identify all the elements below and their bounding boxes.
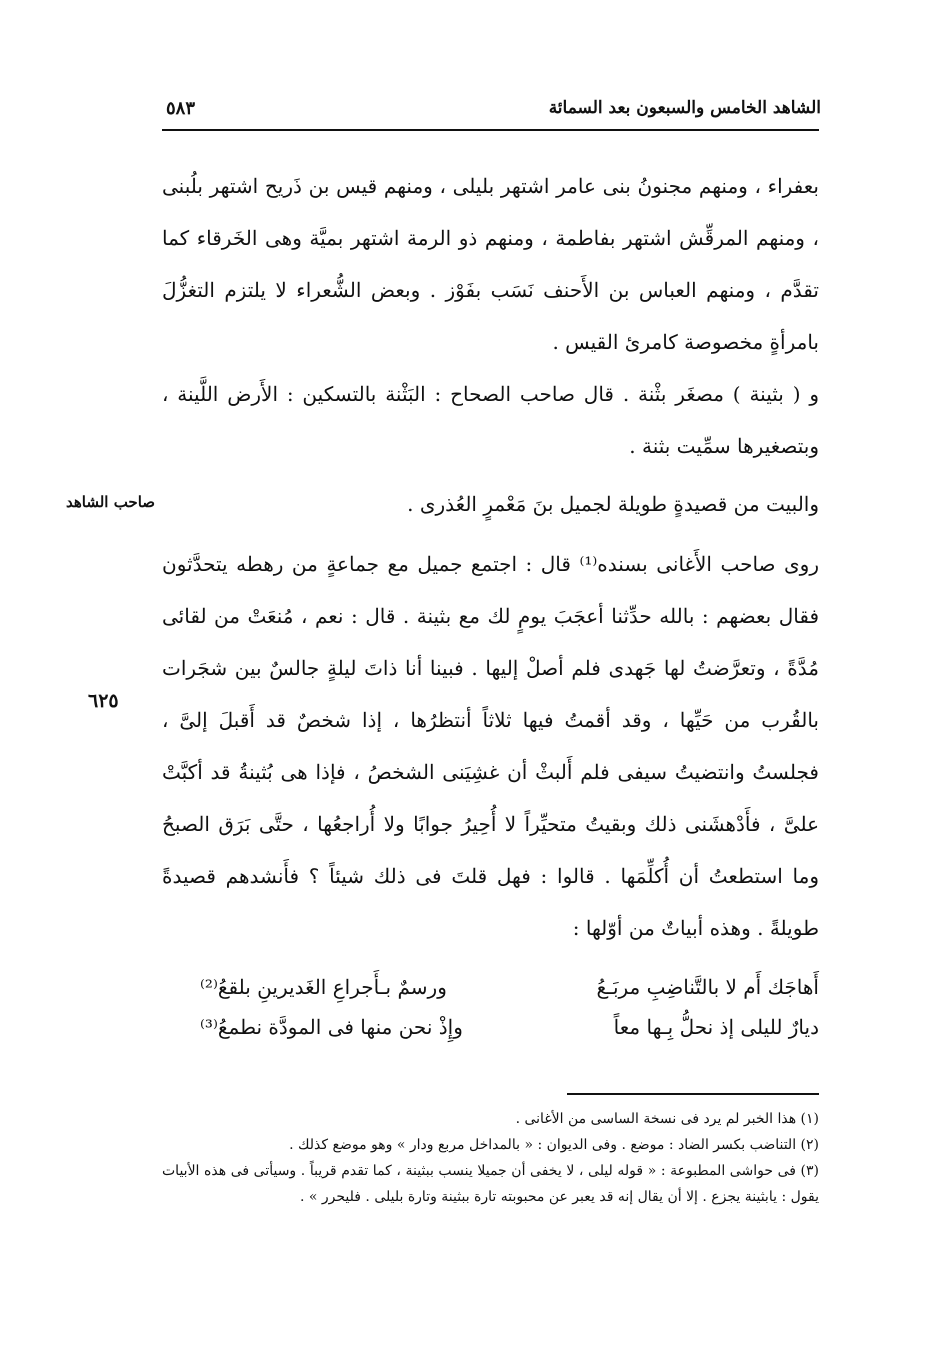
verse-line <box>162 1015 819 1055</box>
margin-note-page-reference: ٦٢٥ <box>88 690 119 712</box>
body-paragraph-poets <box>162 160 819 368</box>
verse-second-hemistich: ورسمٌ بـأَجراعِ الغَديرينِ بلقعُ⁽²⁾ <box>200 975 447 999</box>
body-paragraph-buthayna <box>162 368 819 472</box>
body-paragraph-source <box>162 478 819 530</box>
running-header-title: الشاهد الخامس والسبعون بعد السمائة <box>548 98 821 118</box>
verse-first-hemistich: ديارٌ لليلى إذ نحلُّ بِـها معاً <box>613 1015 819 1039</box>
footnote: (٣) فى حواشى المطبوعة : « قوله ليلى ، لا يخفى أن جميلا ينسب ببثينة ، كما تقدم قريباً . وسيأتى فى هذه الأبيات يقول : يابثينة يجزع . إلا أن يقال إنه قد يعبر عن محبوبته تارة ببثينة وتارة بليلى . فليحرر » . <box>162 1163 819 1205</box>
footnote: (٢) التناضب بكسر الضاد : موضع . وفى الديوان : « بالمداخل مربع ودار » وهو موضع كذلك . <box>289 1137 819 1153</box>
page-number: ٥٨٣ <box>166 98 196 119</box>
header-divider <box>162 129 819 131</box>
paragraph-text: روى صاحب الأَغانى بسنده⁽¹⁾ قال : اجتمع جميل مع جماعةٍ من رهطه يتحدَّثون فقال بعضهم : بالله حدِّثنا أعجَبَ يومٍ لك مع بثينة . قال : نعم ، مُنعَتْ من لقائى مُدَّةً ، وتعرَّضتُ لها جَهدى فلم أصلْ إليها . فبينا أنا ذاتَ ليلةٍ جالسٌ بين شجَرات بالقُرب من حَيِّها ، وقد أقمتُ فيها ثلاثاً أنتظرُها ، إذا شخصٌ قد أَقبلَ إلىَّ ، فجلستُ وانتضيتُ سيفى فلم أَلبثْ أن غشِيَنى الشخصُ ، فإذا هى بُثينةُ قد أكبَّتْ علىَّ ، فأَدْهشَنى ذلك وبقيتُ متحيِّراً لا أُحِيرُ جوابًا ولا أُراجعُها ، حتَّى بَرَق الصبحُ وما استطعتُ أن أُكلِّمَها . قالوا : فهل قلتَ فى ذلك شيئاً ؟ فأَنشدهم قصيدةً طويلةً . وهذه أبياتٌ من أوّلها : <box>162 552 820 940</box>
paragraph-text: والبيت من قصيدةٍ طويلة لجميل بنَ مَعْمرٍ العُذرى . <box>407 492 819 516</box>
body-paragraph-story <box>162 538 819 954</box>
footnote: (١) هذا الخبر لم يرد فى نسخة الساسى من الأغانى . <box>515 1111 819 1127</box>
verse-line <box>162 975 819 1015</box>
verse-second-hemistich: وإِذْ نحن منها فى المودَّة نطمعُ⁽³⁾ <box>200 1015 463 1039</box>
paragraph-text: بعفراء ، ومنهم مجنونُ بنى عامر اشتهر بليلى ، ومنهم قيس بن ذَريح اشتهر بلُبنى ، ومنهم المرقِّش اشتهر بفاطمة ، ومنهم ذو الرمة اشتهر بميَّة وهى الخَرقاء كما تقدَّم ، ومنهم العباس بن الأَحنف نَسَب بفَوْز . وبعض الشُّعراء لا يلتزم التغزُّلَ بامرأةٍ مخصوصة كامرئ القيس . <box>162 174 819 354</box>
margin-note-author: صاحب الشاهد <box>66 493 156 511</box>
footnotes <box>162 1106 819 1210</box>
poem-verses <box>162 975 819 1055</box>
footnote-divider <box>567 1093 819 1095</box>
verse-first-hemistich: أَهاجَك أَم لا بالتَّناضِبِ مربَـعُ <box>596 975 819 999</box>
paragraph-text: و ( بثينة ) مصغَر بثْنة . قال صاحب الصحاح : البَثْنة بالتسكين : الأَرض اللَّينة ، وبتصغيرها سمِّيت بثنة . <box>162 382 819 458</box>
